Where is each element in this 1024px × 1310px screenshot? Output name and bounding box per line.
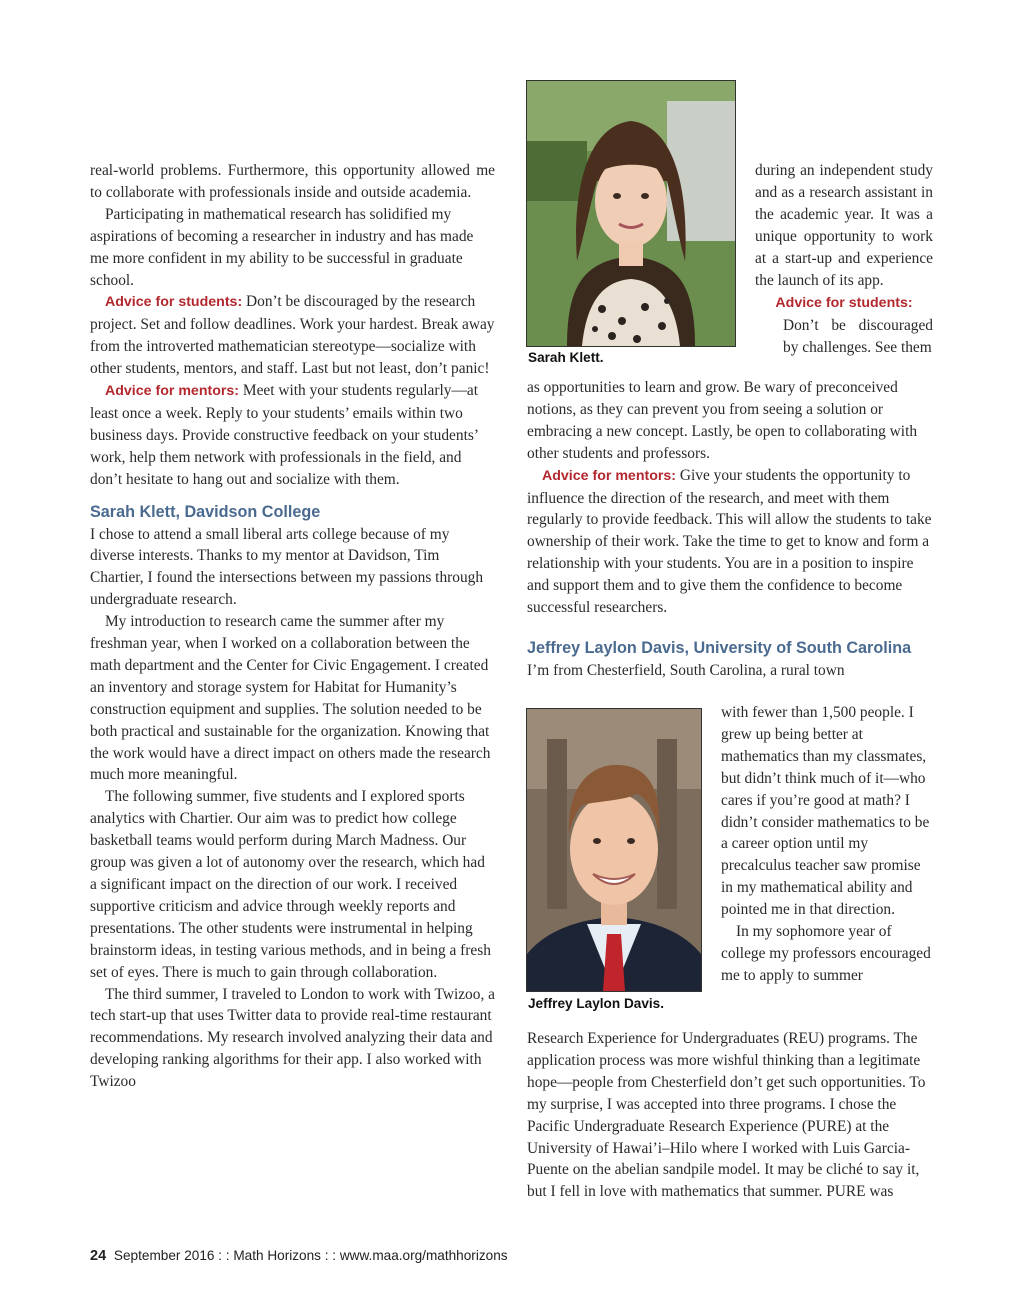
right-wrap-jeffrey: [721, 702, 933, 987]
paragraph: with fewer than 1,500 people. I grew up being better at mathematics than my classmates, but didn’t think much of it—who cares if you’re good at math? I didn’t consider mathematics to be a career option until my precalculus teacher saw promise in my mathematical ability and pointed me in that direction.: [721, 704, 930, 919]
sarah-klett-photo: [526, 80, 736, 347]
section-heading-sarah: Sarah Klett, Davidson College: [90, 502, 321, 521]
advice-text: Give your students the opportunity to influence the direction of the research, and meet with them regularly to provide feedback. This will allow the students to take ownership of their work. Take the time to get to know and form a relationship with your students. You are in a position to inspire and support them and to give them the confidence to become successful researchers.: [527, 466, 932, 617]
paragraph: Participating in mathematical research has solidified my aspirations of becoming a researcher in industry and has made me more confident in my ability to be successful in graduate school.: [90, 205, 474, 289]
advice-label: Advice for mentors:: [105, 383, 240, 400]
paragraph: The following summer, five students and I explored sports analytics with Chartier. Our aim was to predict how college basketball teams would perform during March Madness. Our group was given a lot of autonomy over the research, which had a significant impact on the direction of our work. I received supportive criticism and advice through weekly reports and presentations. The other students were instrumental in helping brainstorm ideas, in testing various methods, and in being a fresh set of eyes. There is much to gain through collaboration.: [90, 788, 491, 981]
advice-for-mentors: [90, 380, 495, 491]
paragraph: In my sophomore year of college my professors encouraged me to apply to summer: [721, 923, 931, 984]
advice-text: Don’t be discouraged by challenges. See them: [783, 317, 933, 357]
right-column-bottom: [527, 1028, 934, 1203]
advice-for-students: [755, 292, 933, 315]
paragraph: I’m from Chesterfield, South Carolina, a rural town: [527, 661, 845, 679]
advice-label: Advice for students:: [105, 294, 243, 311]
advice-label: Advice for mentors:: [542, 467, 677, 484]
left-column: [90, 160, 495, 1093]
section-heading-jeffrey: Jeffrey Laylon Davis, University of South Carolina: [527, 638, 912, 657]
paragraph: Research Experience for Undergraduates (REU) programs. The application process was more wishful thinking than a legitimate hope—people from Chesterfield don’t get such opportunities. To my surprise, I was accepted into three programs. I chose the Pacific Undergraduate Research Experience (PURE) at the University of Hawai’i–Hilo where I worked with Luis Garcia-Puente on the abelian sandpile model. It may be cliché to say it, but I fell in love with mathematics that summer. PURE was: [527, 1030, 926, 1201]
paragraph: I chose to attend a small liberal arts college because of my diverse interests. Thanks to my mentor at Davidson, Tim Chartier, I found the intersections between my passions through undergraduate research.: [90, 525, 484, 609]
paragraph: as opportunities to learn and grow. Be wary of preconceived notions, as they can prevent you from seeing a solution or embracing a new concept. Lastly, be open to collaborating with other students and professors.: [527, 379, 918, 462]
jeffrey-davis-photo: [526, 708, 702, 992]
photo-caption: Sarah Klett.: [528, 350, 604, 365]
advice-text: Meet with your students regularly—at least once a week. Reply to your students’ emails within two business days. Provide constructive feedback on your students’ work, help them network with professionals in the field, and don’t hesitate to hang out and socialize with them.: [90, 382, 478, 488]
advice-for-mentors: [527, 465, 934, 619]
paragraph: real-world problems. Furthermore, this opportunity allowed me to collaborate with professionals inside and outside academia.: [90, 162, 495, 201]
portrait-icon: [527, 81, 735, 346]
paragraph: My introduction to research came the summer after my freshman year, when I worked on a collaboration between the math department and the Center for Civic Engagement. I created an inventory and storage system for Habitat for Humanity’s construction equipment and supplies. The solution needed to be both practical and sustainable for the organization. Knowing that the work would have a direct impact on others made the research much more meaningful.: [90, 613, 491, 784]
paragraph: The third summer, I traveled to London to work with Twizoo, a tech start-up that uses Twitter data to provide real-time restaurant recommendations. My research involved analyzing their data and developing ranking algorithms for their app. I also worked with Twizoo: [90, 985, 495, 1091]
photo-caption: Jeffrey Laylon Davis.: [528, 996, 664, 1011]
right-column: [527, 377, 934, 682]
right-wrap-sarah: [755, 160, 933, 359]
footer-text: September 2016 : : Math Horizons : : www.maa.org/mathhorizons: [113, 1248, 508, 1263]
page-footer: [90, 1248, 508, 1264]
page-number: 24: [90, 1248, 107, 1264]
advice-for-students: [90, 291, 495, 380]
advice-label: Advice for students:: [775, 295, 913, 312]
advice-text: Don’t be discouraged by the research project. Set and follow deadlines. Work your hardest. Break away from the introverted mathematician stereotype—socialize with other students, mentors, and staff. Last but not least, don’t panic!: [90, 293, 495, 378]
portrait-icon: [527, 709, 701, 991]
paragraph: during an independent study and as a research assistant in the academic year. It was a unique opportunity to work at a start-up and experience the launch of its app.: [755, 162, 933, 289]
